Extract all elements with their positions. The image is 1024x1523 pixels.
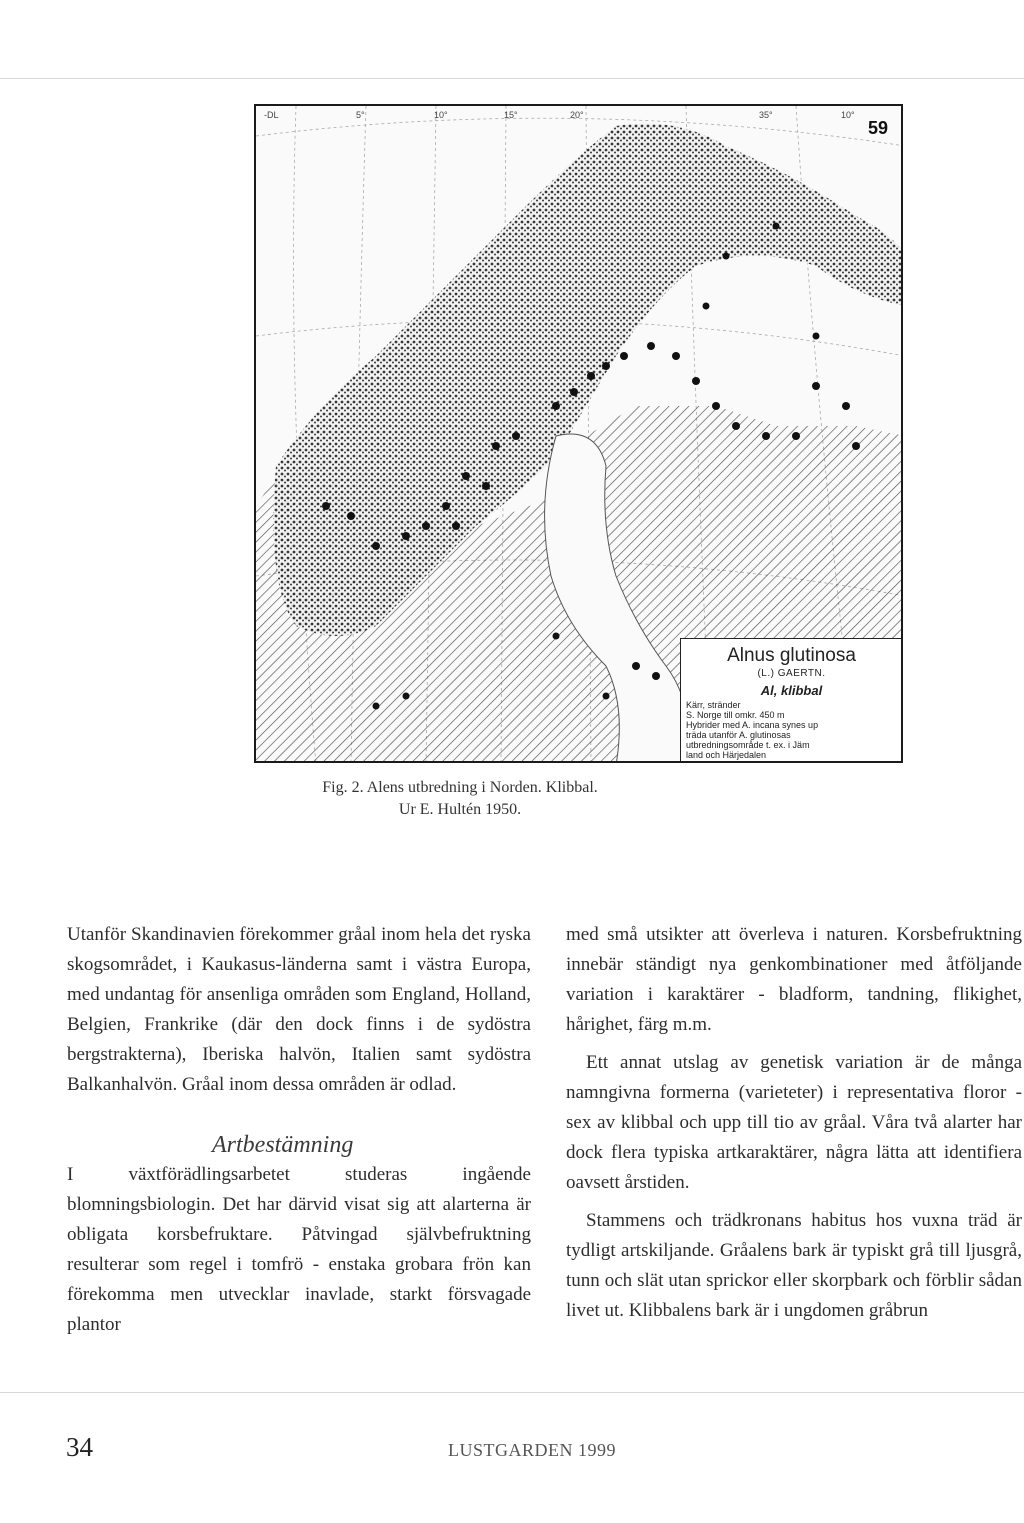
scale-mark: 35° [759,110,773,120]
distribution-map [254,104,903,763]
scale-mark: 15° [504,110,518,120]
body-paragraph: I växtförädlingsarbetet studeras ingående blomningsbiologin. Det har därvid visat sig att alarterna är obligata korsbefruktare. Påtvingad självbefruktning resulterar som regel i tomfrö - enstaka grobara frön kan förekomma men utvecklar inavlade, starkt försvagade plantor [67,1164,531,1335]
legend-line: utbredningsområde t. ex. i Jäm [686,740,810,750]
figure-caption-source: Ur E. Hultén 1950. [398,801,522,818]
figure-caption: Fig. 2. Alens utbredning i Norden. Klibbal. [322,779,598,796]
legend-line: Hybrider med A. incana synes up [686,720,819,730]
scale-mark: 20° [570,110,584,120]
legend-line: träda utanför A. glutinosas [686,730,791,740]
scale-mark: 5° [356,110,365,120]
section-heading: Artbestämning [212,1132,354,1158]
bottom-rule [0,1392,1024,1393]
body-paragraph: Utanför Skandinavien förekommer gråal inom hela det ryska skogsområdet, i Kaukasus-länderna samt i västra Europa, med undantag för ansenliga områden som England, Holland, Belgien, Frankrike (där den dock finns i de sydöstra bergstrakterna), Iberiska halvön, Italien samt sydöstra Balkanhalvön. Gråal inom dessa områden är odlad. [67,924,531,1095]
right-column [566,920,1022,1326]
body-paragraph: Ett annat utslag av genetisk variation är de många namngivna formerna (varieteter) i representativa floror - sex av klibbal och upp till tio av gråal. Våra två alarter har dock flera typiska artkaraktärer, några lätta att identifiera oavsett årstiden. [566,1052,1022,1193]
scale-mark: 59 [868,118,889,138]
legend-species: Alnus glutinosa [727,645,856,666]
page-number: 34 [66,1432,93,1462]
scale-mark: 10° [841,110,855,120]
legend-line: S. Norge till omkr. 450 m [686,710,785,720]
scale-mark: -DL [264,110,279,120]
top-rule [0,78,1024,79]
journal-name: LUSTGARDEN 1999 [448,1440,616,1460]
legend-author: (L.) GAERTN. [757,668,826,679]
scale-mark: 10° [434,110,448,120]
left-column [67,920,531,1340]
body-paragraph: Stammens och trädkronans habitus hos vuxna träd är tydligt artskiljande. Gråalens bark är typiskt grå till ljusgrå, tunn och slät utan sprickor eller skorpbark och förblir sådan livet ut. Klibbalens bark är i ungdomen gråbrun [566,1210,1022,1321]
legend-line: Kärr, stränder [686,700,741,710]
body-paragraph: med små utsikter att överleva i naturen. Korsbefruktning innebär ständigt nya genkombinationer med åtföljande variation i karaktärer - bladform, tandning, flikighet, hårighet, färg m.m. [566,924,1022,1035]
legend-line: land och Härjedalen [686,750,767,760]
map-legend [680,638,902,762]
legend-common-name: Al, klibbal [760,683,823,698]
